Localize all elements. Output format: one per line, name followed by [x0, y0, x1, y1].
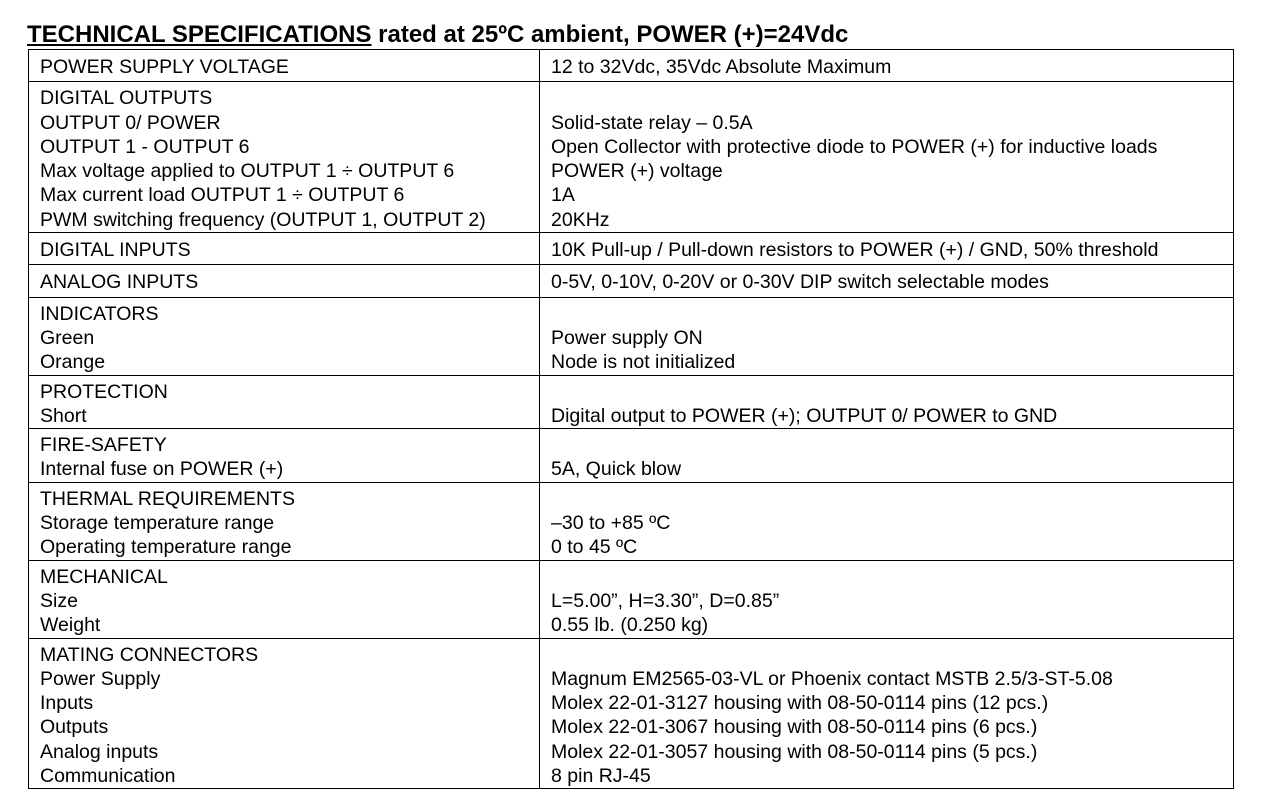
spec-parameter-label: Weight: [40, 614, 101, 637]
spec-parameter-label: Communication: [40, 765, 176, 788]
spec-value-text: Open Collector with protective diode to POWER (+) for inductive loads: [551, 135, 1158, 158]
spec-value-text: 10K Pull-up / Pull-down resistors to POWER (+) / GND, 50% threshold: [551, 239, 1159, 262]
spec-value-cell: [540, 429, 1234, 483]
spec-parameter-label: PWM switching frequency (OUTPUT 1, OUTPUT 2): [40, 208, 486, 231]
spec-section-label: MATING CONNECTORS: [40, 643, 259, 666]
spec-value-cell: [540, 638, 1234, 789]
spec-value-text: 8 pin RJ-45: [551, 765, 651, 788]
empty-line: [551, 86, 1233, 110]
spec-value-text: POWER (+) voltage: [551, 160, 723, 183]
spec-parameter-cell: [29, 297, 540, 375]
spec-value-text: 12 to 32Vdc, 35Vdc Absolute Maximum: [551, 56, 892, 78]
spec-value-text: Power supply ON: [551, 326, 703, 349]
spec-value-cell: [540, 297, 1234, 375]
table-row: [29, 50, 1234, 82]
spec-value-text: 0.55 lb. (0.250 kg): [551, 614, 709, 637]
page-title-conditions: rated at 25ºC ambient, POWER (+)=24Vdc: [371, 21, 849, 48]
table-row: [29, 82, 1234, 233]
empty-line: [551, 565, 1233, 589]
spec-section-label: DIGITAL OUTPUTS: [40, 87, 213, 110]
spec-section-label: PROTECTION: [40, 380, 168, 403]
table-row: [29, 560, 1234, 638]
spec-value-text: Digital output to POWER (+); OUTPUT 0/ POWER to GND: [551, 404, 1058, 427]
table-row: [29, 482, 1234, 560]
spec-value-cell: [540, 265, 1234, 297]
spec-parameter-cell: [29, 482, 540, 560]
spec-value-text: Molex 22-01-3127 housing with 08-50-0114 pins (12 pcs.): [551, 692, 1049, 715]
spec-value-cell: [540, 50, 1234, 82]
spec-value-cell: [540, 233, 1234, 265]
spec-parameter-label: Storage temperature range: [40, 512, 275, 535]
spec-value-cell: [540, 560, 1234, 638]
spec-parameter-label: Green: [40, 326, 95, 349]
spec-value-text: 20KHz: [551, 208, 610, 231]
spec-parameter-label: Analog inputs: [40, 740, 159, 763]
specifications-table: [28, 49, 1234, 789]
empty-line: [551, 380, 1233, 404]
spec-parameter-label: Inputs: [40, 692, 94, 715]
spec-value-text: Node is not initialized: [551, 351, 736, 374]
spec-value-text: 0-5V, 0-10V, 0-20V or 0-30V DIP switch selectable modes: [551, 271, 1049, 294]
spec-value-text: 1A: [551, 184, 575, 207]
table-row: [29, 265, 1234, 297]
spec-parameter-cell: [29, 560, 540, 638]
empty-line: [551, 302, 1233, 326]
spec-value-text: –30 to +85 ºC: [551, 512, 671, 535]
spec-value-text: Magnum EM2565-03-VL or Phoenix contact MSTB 2.5/3-ST-5.08: [551, 667, 1113, 690]
spec-parameter-cell: [29, 82, 540, 233]
spec-parameter-label: OUTPUT 1 - OUTPUT 6: [40, 135, 250, 158]
spec-value-text: Solid-state relay – 0.5A: [551, 111, 753, 134]
spec-parameter-cell: [29, 50, 540, 82]
page-title: [27, 19, 848, 51]
spec-value-cell: [540, 375, 1234, 429]
spec-parameter-label: Operating temperature range: [40, 536, 292, 559]
spec-parameter-label: Orange: [40, 351, 106, 374]
spec-value-text: 5A, Quick blow: [551, 458, 682, 481]
spec-parameter-label: Short: [40, 404, 87, 427]
spec-value-cell: [540, 482, 1234, 560]
specifications-table-body: [29, 50, 1234, 789]
spec-value-cell: [540, 82, 1234, 233]
spec-parameter-label: Max voltage applied to OUTPUT 1 ÷ OUTPUT 6: [40, 160, 455, 183]
table-row: [29, 297, 1234, 375]
spec-parameter-cell: [29, 638, 540, 789]
spec-parameter-label: Size: [40, 589, 78, 612]
empty-line: [551, 643, 1233, 667]
spec-parameter-label: Power Supply: [40, 667, 161, 690]
spec-section-label: POWER SUPPLY VOLTAGE: [40, 56, 289, 78]
spec-parameter-cell: [29, 429, 540, 483]
spec-section-label: THERMAL REQUIREMENTS: [40, 487, 295, 510]
spec-parameter-cell: [29, 233, 540, 265]
empty-line: [551, 433, 1233, 457]
spec-parameter-cell: [29, 265, 540, 297]
table-row: [29, 429, 1234, 483]
spec-value-text: Molex 22-01-3057 housing with 08-50-0114 pins (5 pcs.): [551, 740, 1038, 763]
spec-parameter-label: Max current load OUTPUT 1 ÷ OUTPUT 6: [40, 184, 405, 207]
spec-section-label: DIGITAL INPUTS: [40, 239, 191, 262]
table-row: [29, 638, 1234, 789]
spec-value-text: Molex 22-01-3067 housing with 08-50-0114 pins (6 pcs.): [551, 716, 1038, 739]
spec-section-label: ANALOG INPUTS: [40, 271, 199, 294]
empty-line: [551, 487, 1233, 511]
spec-value-text: L=5.00”, H=3.30”, D=0.85”: [551, 589, 780, 612]
spec-section-label: FIRE-SAFETY: [40, 434, 167, 457]
spec-parameter-label: Internal fuse on POWER (+): [40, 458, 284, 481]
spec-section-label: MECHANICAL: [40, 565, 168, 588]
spec-parameter-cell: [29, 375, 540, 429]
page-title-underlined: TECHNICAL SPECIFICATIONS: [27, 21, 372, 48]
spec-section-label: INDICATORS: [40, 302, 159, 325]
spec-value-text: 0 to 45 ºC: [551, 536, 638, 559]
table-row: [29, 233, 1234, 265]
spec-parameter-label: Outputs: [40, 716, 109, 739]
table-row: [29, 375, 1234, 429]
spec-parameter-label: OUTPUT 0/ POWER: [40, 111, 221, 134]
